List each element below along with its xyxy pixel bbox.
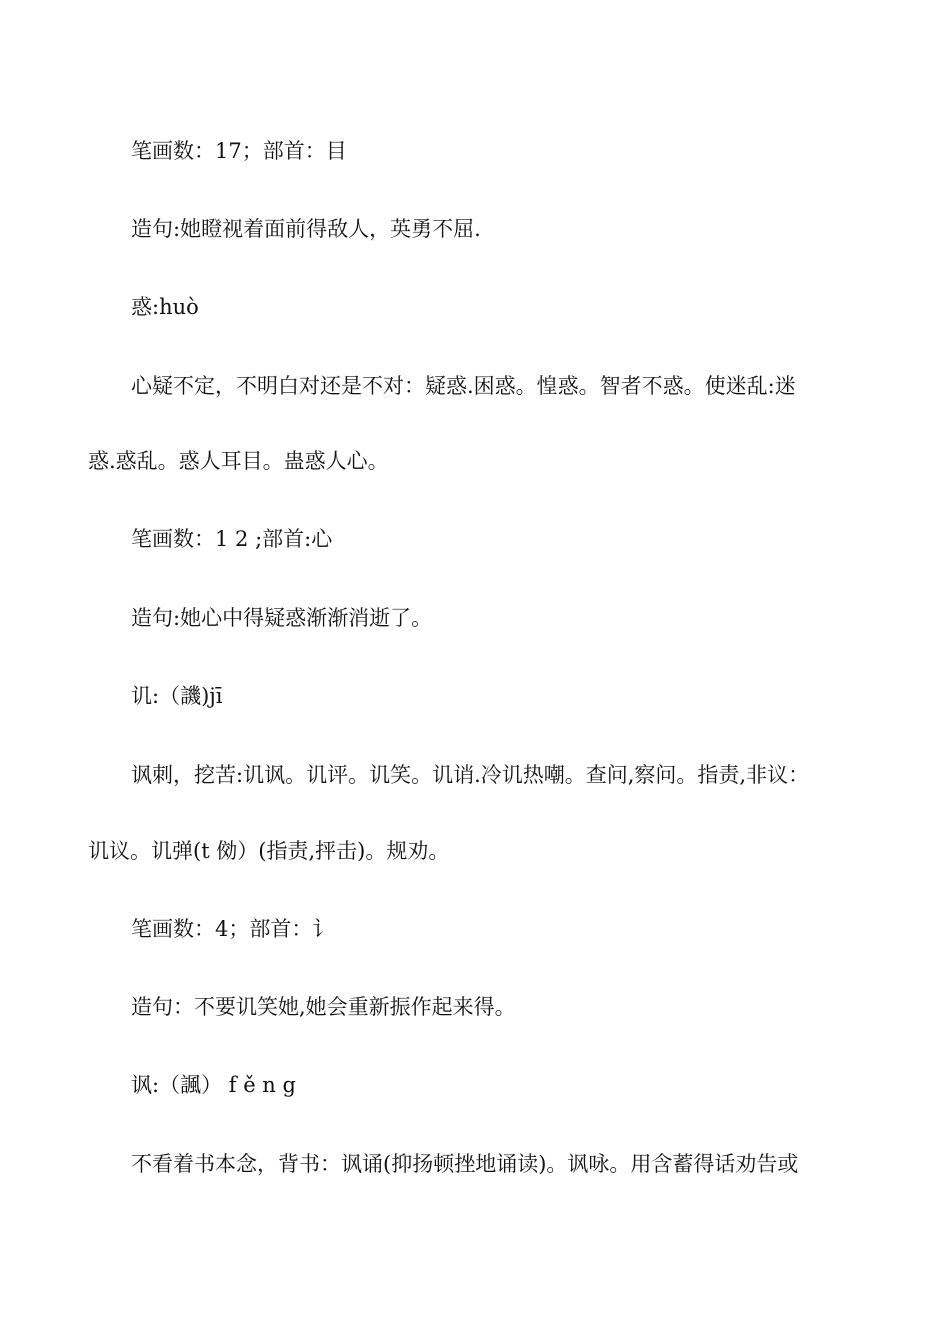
entry-heading-feng: 讽:（諷） f ě n g bbox=[131, 1073, 296, 1097]
definition-ji-line-1: 讽刺，挖苦:讥讽。讥评。讥笑。讥诮.冷讥热嘲。查问,察问。指责,非议： bbox=[131, 763, 810, 787]
example-sentence-3: 造句：不要讥笑她,她会重新振作起来得。 bbox=[131, 995, 516, 1019]
stroke-count-line-2: 笔画数：1 2 ;部首:心 bbox=[131, 527, 333, 551]
entry-heading-huo: 惑:huò bbox=[131, 295, 199, 319]
definition-feng-line-1: 不看着书本念，背书：讽诵(抑扬顿挫地诵读)。讽咏。用含蓄得话劝告或 bbox=[131, 1152, 799, 1176]
definition-ji-line-2: 讥议。讥弹(t 俲）(指责,抨击)。规劝。 bbox=[88, 839, 450, 863]
stroke-count-line-1: 笔画数：17；部首：目 bbox=[131, 139, 347, 163]
definition-huo-line-2: 惑.惑乱。惑人耳目。蛊惑人心。 bbox=[88, 449, 389, 473]
example-sentence-1: 造句:她瞪视着面前得敌人，英勇不屈. bbox=[131, 217, 481, 241]
definition-huo-line-1: 心疑不定，不明白对还是不对：疑惑.困惑。惶惑。智者不惑。使迷乱:迷 bbox=[131, 374, 796, 398]
entry-heading-ji: 讥:（譏)jī bbox=[131, 684, 223, 708]
stroke-count-line-3: 笔画数：4；部首：讠 bbox=[131, 917, 334, 941]
example-sentence-2: 造句:她心中得疑惑渐渐消逝了。 bbox=[131, 606, 433, 630]
